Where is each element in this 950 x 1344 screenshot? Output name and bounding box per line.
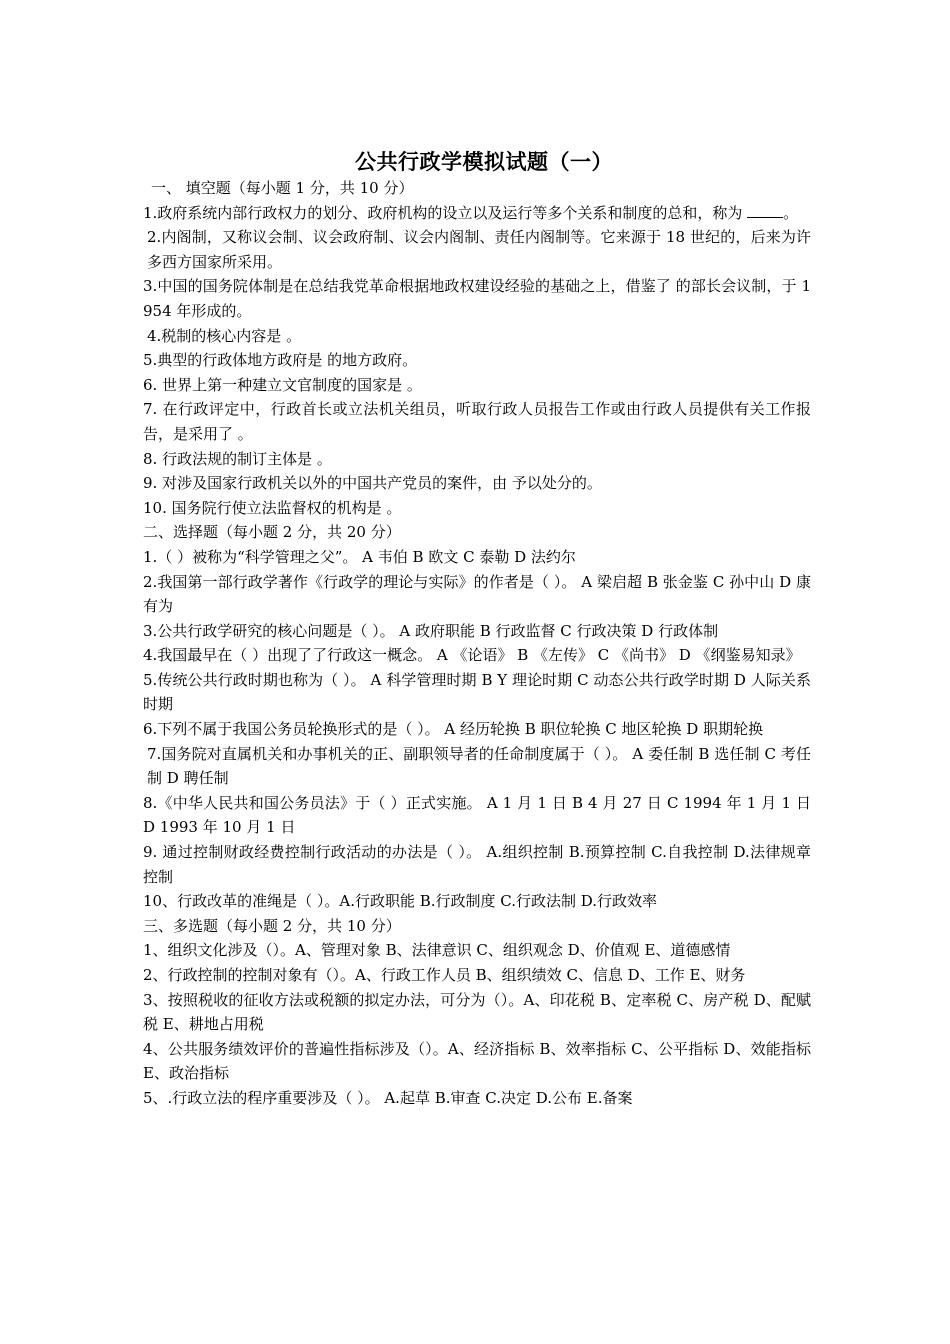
question-2-2: 2.我国第一部行政学著作《行政学的理论与实际》的作者是（ ）。 A 梁启超 B 张金鉴 C 孙中山 D 康有为 [143,572,811,616]
question-2-7: 7.国务院对直属机关和办事机关的正、副职领导者的任命制度属于（ ）。 A 委任制 B 选任制 C 考任制 D 聘任制 [147,744,811,788]
question-3-3: 3、按照税收的征收方法或税额的拟定办法，可分为（）。A、印花税 B、定率税 C、房产税 D、配赋税 E、耕地占用税 [143,990,811,1034]
question-3-2: 2、行政控制的控制对象有（）。A、行政工作人员 B、组织绩效 C、信息 D、工作 E、财务 [143,966,746,984]
question-3-1: 1、组织文化涉及（）。A、管理对象 B、法律意识 C、组织观念 D、价值观 E、道德感情 [143,941,731,960]
question-1-6: 6. 世界上第一种建立文官制度的国家是 。 [143,375,422,394]
page-title: 公共行政学模拟试题（一） [355,149,613,174]
document-page [143,148,811,1111]
question-1-8: 8. 行政法规的制订主体是 。 [143,449,332,468]
question-2-4: 4.我国最早在（ ）出现了了行政这一概念。 A 《论语》 B 《左传》 C 《尚书》 D 《纲鉴易知录》 [143,646,801,665]
question-1-10: 10. 国务院行使立法监督权的机构是 。 [143,498,402,517]
question-3-5: 5、.行政立法的程序重要涉及（ ）。 A.起草 B.审查 C.决定 D.公布 E.备案 [143,1088,633,1107]
question-1-9: 9. 对涉及国家行政机关以外的中国共产党员的案件，由 予以处分的。 [143,474,602,493]
question-2-3: 3.公共行政学研究的核心问题是（ ）。 A 政府职能 B 行政监督 C 行政决策 D 行政体制 [143,621,719,640]
question-1-2: 2.内阁制，又称议会制、议会政府制、议会内阁制、责任内阁制等。它来源于 18 世纪的，后来为许多西方国家所采用。 [147,228,811,271]
question-2-6: 6.下列不属于我国公务员轮换形式的是（ ）。 A 经历轮换 B 职位轮换 C 地区轮换 D 职期轮换 [143,720,764,739]
question-text-end: 。 [783,203,799,222]
question-2-8: 8.《中华人民共和国公务员法》于（ ）正式实施。 A 1 月 1 日 B 4 月 27 日 C 1994 年 1 月 1 日 D 1993 年 10 月 1 日 [143,793,811,837]
question-text: 1.政府系统内部行政权力的划分、政府机构的设立以及运行等多个关系和制度的总和，称为 [143,203,748,222]
question-1-3: 3.中国的国务院体制是在总结我党革命根据地政权建设经验的基础之上，借鉴了 的部长会议制，于 1954 年形成的。 [143,277,811,320]
answer-blank [747,203,783,218]
question-2-10: 10、行政改革的准绳是（ ）。A.行政职能 B.行政制度 C.行政法制 D.行政效率 [143,892,658,911]
section-heading-choice: 二、选择题（每小题 2 分，共 20 分） [143,523,401,542]
question-1-4: 4.税制的核心内容是 。 [147,326,302,345]
question-3-4: 4、公共服务绩效评价的普遍性指标涉及（）。A、经济指标 B、效率指标 C、公平指标 D、效能指标 E、政治指标 [143,1039,811,1083]
section-heading-fill-in: 一、 填空题（每小题 1 分，共 10 分） [151,179,414,197]
section-heading-multi-choice: 三、多选题（每小题 2 分，共 10 分） [143,916,401,935]
question-2-9: 9. 通过控制财政经费控制行政活动的办法是（ ）。 A.组织控制 B.预算控制 C.自我控制 D.法律规章控制 [143,843,811,886]
question-2-1: 1.（ ）被称为“科学管理之父”。 A 韦伯 B 欧文 C 泰勒 D 法约尔 [143,547,576,566]
question-1-1 [143,201,811,226]
question-1-7: 7. 在行政评定中，行政首长或立法机关组员，听取行政人员报告工作或由行政人员提供有关工作报告，是采用了 。 [143,400,811,443]
question-1-5: 5.典型的行政体地方政府是 的地方政府。 [143,351,418,370]
question-2-5: 5.传统公共行政时期也称为（ ）。 A 科学管理时期 B Y 理论时期 C 动态公共行政学时期 D 人际关系时期 [143,670,811,714]
